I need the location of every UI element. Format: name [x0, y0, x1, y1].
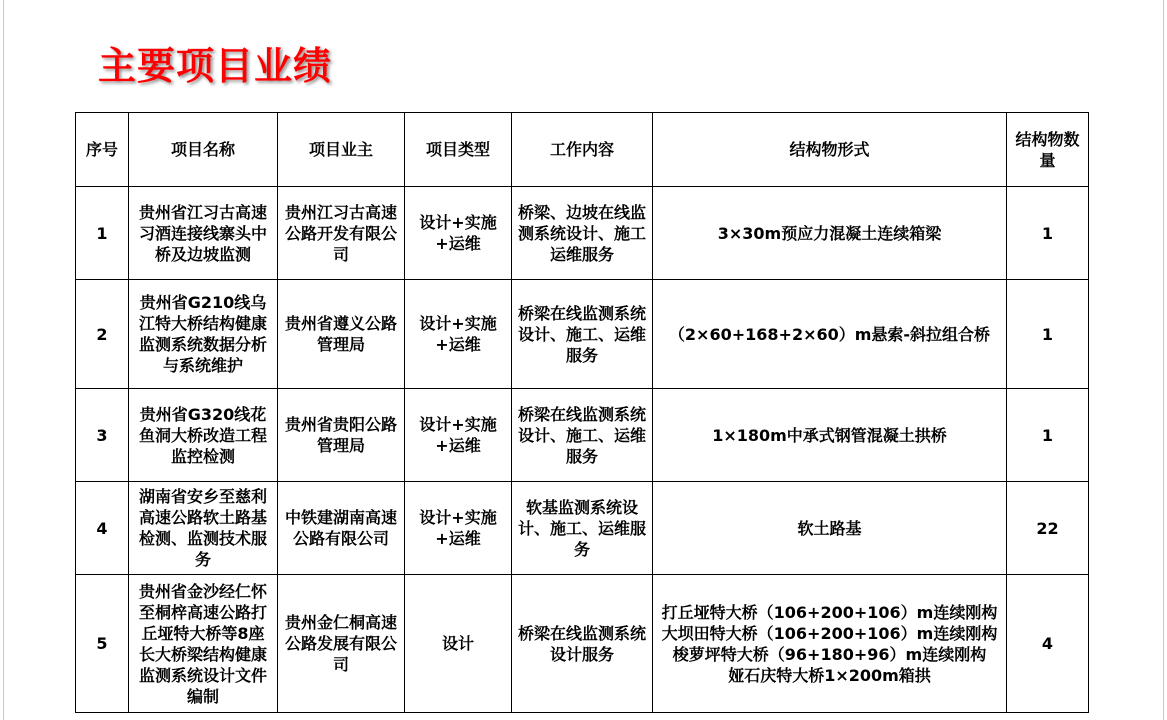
- cell-type: 设计+实施+运维: [405, 482, 512, 575]
- structure-line: （2×60+168+2×60）m悬索-斜拉组合桥: [668, 324, 991, 344]
- cell-name: 贵州省G210线乌江特大桥结构健康监测系统数据分析与系统维护: [129, 280, 278, 389]
- cell-structure: [653, 187, 1007, 280]
- cell-structure: [653, 389, 1007, 482]
- cell-name: 湖南省安乡至慈利高速公路软土路基检测、监测技术服务: [129, 482, 278, 575]
- cell-name: 贵州省金沙经仁怀至桐梓高速公路打丘垭特大桥等8座长大桥梁结构健康监测系统设计文件编制: [129, 575, 278, 713]
- page-title: 主要项目业绩: [98, 44, 333, 88]
- page-border-right: [1163, 0, 1164, 720]
- structure-line: 大坝田特大桥（106+200+106）m连续刚构: [661, 623, 998, 643]
- cell-owner: 中铁建湖南高速公路有限公司: [278, 482, 405, 575]
- structure-line: 打丘垭特大桥（106+200+106）m连续刚构: [661, 602, 998, 622]
- header-seq: 序号: [76, 113, 129, 187]
- cell-work: 桥梁在线监测系统设计、施工、运维服务: [512, 389, 653, 482]
- header-structure: 结构物形式: [653, 113, 1007, 187]
- cell-structure: [653, 280, 1007, 389]
- structure-line: 软土路基: [797, 518, 862, 538]
- table-header-row: [76, 113, 1089, 187]
- cell-count: 1: [1007, 389, 1089, 482]
- cell-structure: [653, 482, 1007, 575]
- project-performance-table: [75, 112, 1089, 713]
- cell-seq: 5: [76, 575, 129, 713]
- cell-seq: 2: [76, 280, 129, 389]
- cell-owner: 贵州省遵义公路管理局: [278, 280, 405, 389]
- header-count: 结构物数量: [1007, 113, 1089, 187]
- structure-line: 3×30m预应力混凝土连续箱梁: [717, 223, 942, 243]
- table-row: [76, 482, 1089, 575]
- header-work: 工作内容: [512, 113, 653, 187]
- structure-line: 1×180m中承式钢管混凝土拱桥: [712, 425, 947, 445]
- cell-type: 设计: [405, 575, 512, 713]
- table-row: [76, 187, 1089, 280]
- structure-line: 梭萝坪特大桥（96+180+96）m连续刚构: [672, 644, 987, 664]
- cell-seq: 1: [76, 187, 129, 280]
- cell-count: 22: [1007, 482, 1089, 575]
- cell-work: 桥梁在线监测系统设计服务: [512, 575, 653, 713]
- header-owner: 项目业主: [278, 113, 405, 187]
- cell-work: 桥梁在线监测系统设计、施工、运维服务: [512, 280, 653, 389]
- page-border-left: [3, 0, 4, 720]
- cell-type: 设计+实施+运维: [405, 389, 512, 482]
- cell-count: 4: [1007, 575, 1089, 713]
- cell-name: 贵州省江习古高速习酒连接线寨头中桥及边坡监测: [129, 187, 278, 280]
- cell-count: 1: [1007, 187, 1089, 280]
- cell-count: 1: [1007, 280, 1089, 389]
- table-row: [76, 389, 1089, 482]
- cell-structure: [653, 575, 1007, 713]
- cell-type: 设计+实施+运维: [405, 187, 512, 280]
- cell-work: 软基监测系统设计、施工、运维服务: [512, 482, 653, 575]
- cell-seq: 3: [76, 389, 129, 482]
- cell-seq: 4: [76, 482, 129, 575]
- cell-name: 贵州省G320线花鱼洞大桥改造工程监控检测: [129, 389, 278, 482]
- cell-work: 桥梁、边坡在线监测系统设计、施工运维服务: [512, 187, 653, 280]
- cell-owner: 贵州江习古高速公路开发有限公司: [278, 187, 405, 280]
- table-row: [76, 280, 1089, 389]
- table-row: [76, 575, 1089, 713]
- cell-owner: 贵州金仁桐高速公路发展有限公司: [278, 575, 405, 713]
- header-type: 项目类型: [405, 113, 512, 187]
- structure-line: 娅石庆特大桥1×200m箱拱: [728, 665, 931, 685]
- cell-type: 设计+实施+运维: [405, 280, 512, 389]
- header-name: 项目名称: [129, 113, 278, 187]
- cell-owner: 贵州省贵阳公路管理局: [278, 389, 405, 482]
